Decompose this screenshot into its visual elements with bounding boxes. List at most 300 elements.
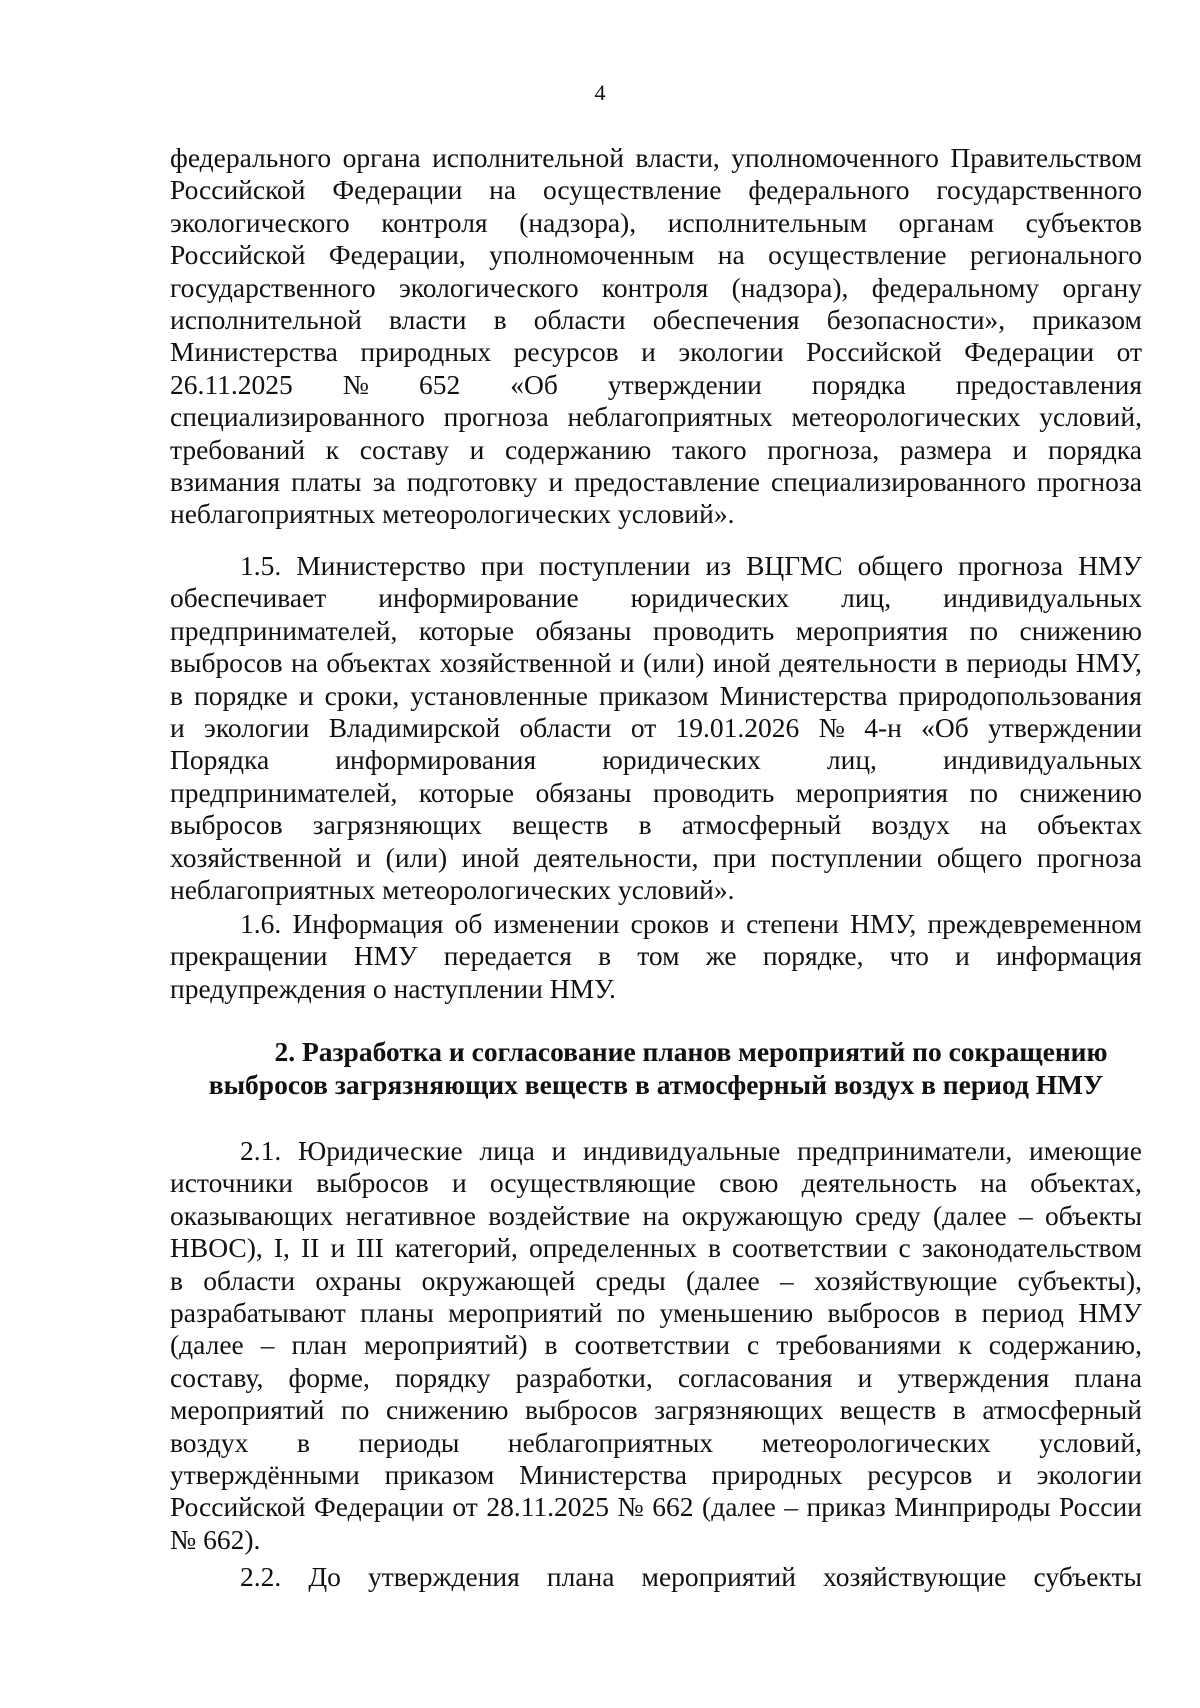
word: хозяйствующие (823, 1561, 1007, 1592)
word: в (638, 809, 652, 841)
word: уполномоченного (731, 142, 939, 173)
word: Министерства (519, 1459, 687, 1491)
word: которые (418, 776, 515, 808)
word: экологии (678, 336, 784, 368)
word: проводить (653, 776, 775, 808)
word: Федерации (314, 1491, 444, 1523)
word: – (260, 1329, 275, 1361)
word: 662 (652, 1491, 694, 1523)
word: сроков (630, 908, 710, 939)
text-line (170, 142, 1142, 174)
text-line (170, 1329, 1142, 1361)
word: утверждения (367, 1561, 520, 1592)
word: выбросов (827, 1297, 941, 1329)
word: на (489, 174, 517, 206)
word: государственного (936, 174, 1142, 206)
word: с (898, 1232, 911, 1264)
word: разрабатывают (170, 1297, 346, 1329)
word: экологии (204, 712, 310, 744)
word: общего (857, 550, 944, 581)
word: безопасности», (826, 304, 1006, 336)
text-line (170, 466, 1142, 498)
word: и (469, 433, 485, 465)
word: периоды (358, 1426, 460, 1458)
word: федеральному (871, 271, 1040, 303)
text-line (170, 809, 1142, 841)
word: плана (546, 1561, 615, 1592)
word: в (945, 647, 959, 679)
text-line (170, 336, 1142, 368)
word: Министерства (719, 679, 888, 711)
heading-line: 2. Разработка и согласование планов мероприятий по сокращению (274, 1036, 1108, 1067)
word: снижению (1019, 776, 1142, 808)
word: мероприятий (641, 1561, 796, 1592)
text-line (170, 304, 1142, 336)
paragraph-1-6 (170, 908, 1142, 1005)
text-line: предупреждения о наступлении НМУ. (170, 972, 616, 1004)
word: хозяйственной (170, 841, 342, 873)
word: же (705, 940, 737, 972)
text-line (170, 908, 1142, 940)
word: обязаны (535, 776, 632, 808)
word: по (616, 1297, 646, 1329)
word: 4-н (864, 712, 902, 744)
word: к (958, 1329, 972, 1361)
word: объектах, (1030, 1167, 1142, 1199)
word: 2.1. (240, 1135, 282, 1166)
word: том (637, 940, 680, 972)
word: определенных (529, 1232, 697, 1264)
word: на (717, 239, 745, 271)
word: к (325, 433, 340, 465)
word: по (969, 614, 999, 646)
word: поступлении (770, 841, 923, 873)
text-line (170, 369, 1142, 401)
word: степени (746, 908, 839, 939)
word: области (519, 712, 612, 744)
word: взимания (170, 466, 281, 498)
word: осуществляющие (489, 1167, 696, 1199)
word: До (308, 1561, 341, 1592)
word: 2.2. (240, 1561, 282, 1592)
word: власти, (635, 142, 720, 173)
word: исполнительной (170, 304, 362, 336)
word: объекты (1045, 1199, 1142, 1231)
text-line (170, 615, 1142, 647)
word: мероприятий (170, 1394, 325, 1426)
text-line (170, 744, 1142, 776)
word: выбросов (316, 1167, 429, 1199)
word: деятельности (779, 647, 937, 679)
word: субъектов (1025, 206, 1142, 238)
word: органам (898, 206, 994, 238)
word: атмосферный (681, 809, 842, 841)
text-line (170, 272, 1142, 304)
word: поступлении (538, 550, 691, 581)
text-line (170, 680, 1142, 712)
text-line (170, 712, 1142, 744)
word: (далее (932, 1199, 1007, 1231)
word: органа (342, 142, 421, 173)
word: органу (1062, 271, 1142, 303)
paragraph-continuation (170, 142, 1142, 531)
word: содержанию (505, 433, 652, 465)
word: № (617, 1491, 644, 1523)
word: изменении (493, 908, 620, 939)
text-line (170, 1200, 1142, 1232)
word: Министерство (296, 550, 466, 581)
word: Правительством (950, 142, 1142, 173)
word: снижению (1019, 614, 1142, 646)
word: контроля (381, 206, 488, 238)
word: «Об (921, 712, 969, 744)
word: согласования (677, 1361, 833, 1393)
word: лиц, (841, 582, 892, 614)
word: Российской (170, 239, 306, 271)
word: воздействие (488, 1199, 631, 1231)
word: (или) (642, 647, 705, 679)
word: в (296, 1426, 310, 1458)
word: с (747, 1329, 760, 1361)
word: воздух (170, 1426, 249, 1458)
word: соответствии (732, 1232, 888, 1264)
text-line (170, 582, 1142, 614)
word: что (889, 940, 929, 972)
page-number: 4 (594, 80, 606, 105)
word: Федерации (332, 174, 463, 206)
word: неблагоприятных (507, 1426, 714, 1458)
word: атмосферный (982, 1394, 1142, 1426)
word: от (452, 1491, 478, 1523)
paragraph-1-5 (170, 550, 1142, 906)
word: хозяйствующие (813, 1264, 998, 1296)
word: оказывающих (170, 1199, 334, 1231)
text-line (170, 1232, 1142, 1264)
word: НМУ (1078, 1297, 1142, 1329)
word: и (170, 712, 185, 744)
word: Минприроды (894, 1491, 1051, 1523)
word: требований (170, 433, 306, 465)
word: веществ (512, 809, 609, 841)
word: на (980, 1167, 1008, 1199)
word: от (630, 712, 657, 744)
word: планы (360, 1297, 434, 1329)
word: области (533, 304, 626, 336)
text-line (170, 401, 1142, 433)
word: 28.11.2025 (486, 1491, 610, 1523)
word: веществ (839, 1394, 937, 1426)
word: – (779, 1264, 794, 1296)
word: и (955, 940, 970, 972)
word: период (981, 1297, 1064, 1329)
word: № (818, 712, 845, 744)
word: план (291, 1329, 347, 1361)
word: «Об (510, 368, 558, 400)
word: – (1018, 1199, 1033, 1231)
word: имеющие (1029, 1135, 1142, 1166)
word: прогноза, (767, 433, 880, 465)
word: осуществление (768, 239, 947, 271)
word: выбросов (525, 1394, 638, 1426)
word: (далее (702, 1491, 776, 1523)
text-line: неблагоприятных метеорологических условий». (170, 874, 735, 906)
word: источники (170, 1167, 293, 1199)
word: метеорологических (761, 1426, 991, 1458)
word: 19.01.2026 (675, 712, 800, 744)
word: загрязняющих (654, 1394, 824, 1426)
word: утверждёнными (170, 1459, 360, 1491)
word: регионального (970, 239, 1142, 271)
word: Российской (170, 174, 306, 206)
word: обеспечения (652, 304, 800, 336)
word: из (705, 550, 732, 581)
word: воздух (871, 809, 950, 841)
word: НМУ, (850, 908, 917, 939)
word: соответствии (574, 1329, 730, 1361)
word: в (952, 1394, 966, 1426)
word: Российской (170, 1491, 306, 1523)
word: I, (273, 1232, 290, 1264)
word: условий, (1039, 1426, 1142, 1458)
word: предпринимателей, (170, 776, 398, 808)
word: природопользования (898, 679, 1142, 711)
word: прекращении (170, 940, 328, 972)
word: передается (443, 940, 572, 972)
word: прогноза (443, 401, 549, 433)
word: – (784, 1491, 799, 1523)
word: индивидуальных (943, 582, 1142, 614)
word: объектах (1037, 809, 1142, 841)
word: юридических (602, 744, 761, 776)
word: об (454, 908, 483, 939)
word: и (298, 679, 314, 711)
word: в (170, 1264, 183, 1296)
word: федерального (170, 142, 332, 173)
word: загрязняющих (312, 809, 482, 841)
word: по (340, 1394, 370, 1426)
word: снижению (386, 1394, 509, 1426)
text-line (170, 647, 1142, 679)
word: Министерства (170, 336, 338, 368)
word: Порядка (170, 744, 270, 776)
word: обеспечивает (170, 582, 327, 614)
word: (или) (385, 841, 448, 873)
word: (надзора), (519, 206, 637, 238)
word: экологии (1036, 1459, 1142, 1491)
word: России (1058, 1491, 1142, 1523)
paragraph-2-2 (170, 1561, 1142, 1593)
text-line (170, 1265, 1142, 1297)
word: установленные (410, 679, 588, 711)
word: хозяйственной (439, 647, 612, 679)
word: информирование (378, 582, 579, 614)
word: среду (855, 1199, 921, 1231)
word: предпринимателей, (170, 614, 398, 646)
word: предоставление (574, 466, 760, 498)
word: на (642, 1199, 670, 1231)
word: окружающую (681, 1199, 843, 1231)
word: прогноза (1036, 466, 1142, 498)
word: на (291, 647, 318, 679)
word: утверждении (607, 368, 762, 400)
word: при (713, 841, 757, 873)
word: субъекты (1033, 1561, 1142, 1592)
word: НМУ, (1075, 647, 1142, 679)
word: исполнительным (667, 206, 868, 238)
word: специализированного (170, 401, 425, 433)
word: и (548, 466, 564, 498)
word: за (372, 466, 396, 498)
word: общего (936, 841, 1023, 873)
word: метеорологических (791, 401, 1021, 433)
word: 1.5. (240, 550, 282, 581)
word: приказом (1032, 304, 1142, 336)
word: на (980, 809, 1008, 841)
word: юридических (630, 582, 790, 614)
word: деятельности, (534, 841, 699, 873)
word: платы (291, 466, 362, 498)
word: по (969, 776, 999, 808)
text-line (170, 1362, 1142, 1394)
word: приказом (598, 679, 709, 711)
word: природных (711, 1459, 843, 1491)
text-line (170, 434, 1142, 466)
word: природных (360, 336, 492, 368)
word: в (954, 1297, 968, 1329)
section-heading (170, 1035, 1142, 1101)
word: преждевременном (927, 908, 1142, 939)
word: в (170, 679, 183, 711)
word: приказ (806, 1491, 886, 1523)
word: форме, (288, 1361, 370, 1393)
word: условий, (1039, 401, 1142, 433)
word: Информация (292, 908, 444, 939)
word: прогноза (1036, 841, 1142, 873)
word: сроки, (324, 679, 400, 711)
word: деятельность (801, 1167, 957, 1199)
word: требованиями (776, 1329, 942, 1361)
word: ресурсов (867, 1459, 973, 1491)
word: уменьшению (659, 1297, 814, 1329)
word: НВОС), (170, 1232, 263, 1264)
word: выбросов (170, 809, 283, 841)
word: порядка (811, 368, 906, 400)
word: обязаны (535, 614, 632, 646)
text-line (170, 207, 1142, 239)
word: 652 (419, 368, 461, 400)
word: содержанию, (988, 1329, 1142, 1361)
word: охраны (315, 1264, 402, 1296)
word: мероприятий) (363, 1329, 528, 1361)
word: и (356, 841, 372, 873)
word: составу (359, 433, 449, 465)
word: размера (899, 433, 992, 465)
word: подготовку (406, 466, 538, 498)
text-line (170, 842, 1142, 874)
word: экологического (170, 206, 350, 238)
word: мероприятия (795, 614, 949, 646)
word: в (707, 1232, 721, 1264)
word: разработки, (515, 1361, 653, 1393)
word: порядка (1047, 433, 1142, 465)
text-line (170, 1491, 1142, 1523)
text-line: № 662). (170, 1523, 261, 1555)
text-line (170, 1297, 1142, 1329)
word: законодательством (921, 1232, 1142, 1264)
word: порядке (194, 679, 288, 711)
word: Федерации, (328, 239, 466, 271)
word: предприниматели, (797, 1135, 1013, 1166)
word: ВЦГМС (746, 550, 843, 581)
word: лиц, (826, 744, 877, 776)
word: предоставления (955, 368, 1142, 400)
word: и (1012, 433, 1028, 465)
word: и (997, 1459, 1012, 1491)
text-line (170, 1459, 1142, 1491)
word: Российской (806, 336, 942, 368)
word: федерального (748, 174, 910, 206)
word: прогноза (958, 550, 1064, 581)
word: и (720, 908, 735, 939)
word: власти (388, 304, 467, 336)
word: уполномоченным (489, 239, 695, 271)
word: НМУ (353, 940, 418, 972)
text-line (170, 777, 1142, 809)
word: Юридические (298, 1135, 463, 1166)
word: свою (719, 1167, 779, 1199)
word: периоды (966, 647, 1068, 679)
text-line (170, 1427, 1142, 1459)
text-line (170, 1135, 1142, 1167)
word: и (330, 1232, 346, 1264)
word: ресурсов (513, 336, 619, 368)
word: приказом (384, 1459, 495, 1491)
word: лица (479, 1135, 535, 1166)
word: выбросов (170, 647, 283, 679)
text-line (170, 940, 1142, 972)
heading-line: выбросов загрязняющих веществ в атмосферный воздух в период НМУ (208, 1069, 1104, 1100)
text-line (170, 174, 1142, 206)
word: от (1116, 336, 1142, 368)
word: области (203, 1264, 296, 1296)
word: индивидуальные (583, 1135, 781, 1166)
word: информирования (335, 744, 537, 776)
word: при (480, 550, 524, 581)
word: II (301, 1232, 320, 1264)
word: осуществление (542, 174, 722, 206)
word: неблагоприятных (567, 401, 773, 433)
word: категорий, (394, 1232, 518, 1264)
word: мероприятий (448, 1297, 603, 1329)
word: в (598, 940, 612, 972)
word: которые (418, 614, 515, 646)
word: порядке, (762, 940, 864, 972)
word: субъекты), (1017, 1264, 1142, 1296)
word: контроля (601, 271, 709, 303)
word: и (619, 647, 635, 679)
word: (далее (686, 1264, 760, 1296)
word: плана (1074, 1361, 1142, 1393)
word: объектах (326, 647, 432, 679)
word: государственного (170, 271, 376, 303)
word: (надзора), (731, 271, 849, 303)
text-line (170, 1561, 1142, 1593)
word: Владимирской (328, 712, 501, 744)
word: исполнительной (432, 142, 624, 173)
word: 26.11.2025 (170, 368, 293, 400)
word: порядку (394, 1361, 491, 1393)
word: информация (996, 940, 1142, 972)
